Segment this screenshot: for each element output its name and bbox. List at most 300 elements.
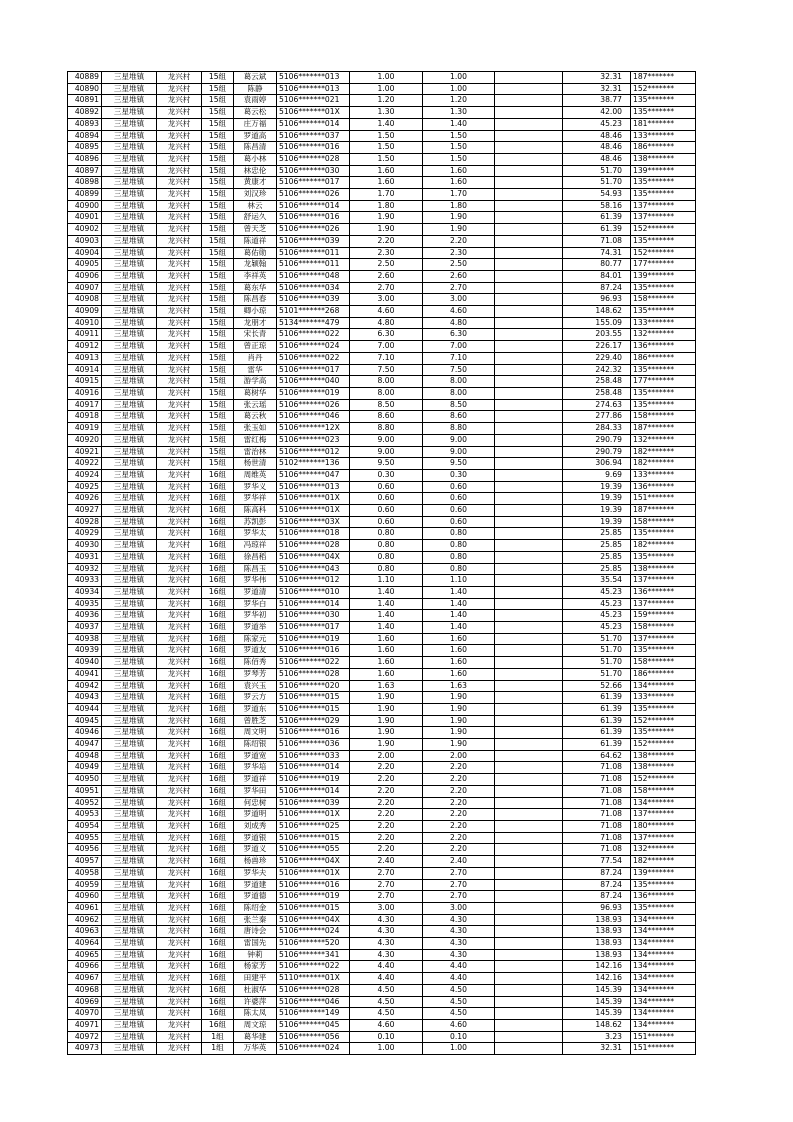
- area-cell: 1.00: [350, 83, 423, 95]
- table-row: [68, 961, 696, 973]
- village-cell: 龙兴村: [157, 949, 202, 961]
- group-cell: 15组: [202, 458, 234, 470]
- name-cell: 罗道明: [234, 809, 277, 821]
- group-cell: 16组: [202, 586, 234, 598]
- group-cell: 15组: [202, 235, 234, 247]
- village-cell: 龙兴村: [157, 306, 202, 318]
- area-confirmed-cell: 1.90: [423, 739, 495, 751]
- name-cell: 曾胜芝: [234, 715, 277, 727]
- name-cell: 陈静: [234, 83, 277, 95]
- amount-cell: 145.39: [563, 984, 631, 996]
- phone-cell: 135*******: [631, 282, 696, 294]
- record-number-cell: 40965: [68, 949, 102, 961]
- village-cell: 龙兴村: [157, 598, 202, 610]
- id-number-cell: 5106*******039: [277, 797, 350, 809]
- village-cell: 龙兴村: [157, 575, 202, 587]
- name-cell: 葛树华: [234, 387, 277, 399]
- area-cell: 0.60: [350, 505, 423, 517]
- blank-cell: [495, 949, 563, 961]
- area-confirmed-cell: 2.20: [423, 821, 495, 833]
- area-cell: 2.20: [350, 832, 423, 844]
- id-number-cell: 5106*******04X: [277, 914, 350, 926]
- area-confirmed-cell: 0.80: [423, 528, 495, 540]
- village-cell: 龙兴村: [157, 282, 202, 294]
- table-row: [68, 703, 696, 715]
- record-number-cell: 40939: [68, 645, 102, 657]
- area-confirmed-cell: 4.30: [423, 926, 495, 938]
- id-number-cell: 5106*******022: [277, 657, 350, 669]
- area-cell: 0.60: [350, 493, 423, 505]
- record-number-cell: 40929: [68, 528, 102, 540]
- group-cell: 16组: [202, 832, 234, 844]
- record-number-cell: 40912: [68, 341, 102, 353]
- town-cell: 三星堆镇: [102, 610, 157, 622]
- name-cell: 罗华义: [234, 481, 277, 493]
- table-row: [68, 774, 696, 786]
- name-cell: 曾天芝: [234, 224, 277, 236]
- phone-cell: 135*******: [631, 399, 696, 411]
- town-cell: 三星堆镇: [102, 481, 157, 493]
- id-number-cell: 5106*******028: [277, 984, 350, 996]
- village-cell: 龙兴村: [157, 668, 202, 680]
- blank-cell: [495, 785, 563, 797]
- name-cell: 杜淑华: [234, 984, 277, 996]
- amount-cell: 148.62: [563, 306, 631, 318]
- blank-cell: [495, 622, 563, 634]
- amount-cell: 45.23: [563, 118, 631, 130]
- id-number-cell: 5106*******015: [277, 692, 350, 704]
- amount-cell: 51.70: [563, 657, 631, 669]
- area-confirmed-cell: 2.20: [423, 809, 495, 821]
- id-number-cell: 5106*******020: [277, 680, 350, 692]
- phone-cell: 159*******: [631, 610, 696, 622]
- amount-cell: 3.23: [563, 1031, 631, 1043]
- area-confirmed-cell: 9.50: [423, 458, 495, 470]
- group-cell: 15组: [202, 200, 234, 212]
- id-number-cell: 5106*******022: [277, 961, 350, 973]
- amount-cell: 80.77: [563, 259, 631, 271]
- id-number-cell: 5106*******039: [277, 294, 350, 306]
- phone-cell: 134*******: [631, 961, 696, 973]
- table-row: [68, 856, 696, 868]
- record-number-cell: 40892: [68, 107, 102, 119]
- id-number-cell: 5106*******055: [277, 844, 350, 856]
- record-number-cell: 40913: [68, 352, 102, 364]
- id-number-cell: 5106*******011: [277, 259, 350, 271]
- id-number-cell: 5106*******016: [277, 727, 350, 739]
- area-cell: 1.60: [350, 645, 423, 657]
- id-number-cell: 5106*******019: [277, 774, 350, 786]
- blank-cell: [495, 879, 563, 891]
- town-cell: 三星堆镇: [102, 668, 157, 680]
- town-cell: 三星堆镇: [102, 341, 157, 353]
- phone-cell: 133*******: [631, 130, 696, 142]
- table-row: [68, 949, 696, 961]
- name-cell: 葛佑勋: [234, 247, 277, 259]
- village-cell: 龙兴村: [157, 434, 202, 446]
- amount-cell: 25.85: [563, 563, 631, 575]
- area-confirmed-cell: 7.50: [423, 364, 495, 376]
- phone-cell: 136*******: [631, 341, 696, 353]
- blank-cell: [495, 352, 563, 364]
- blank-cell: [495, 329, 563, 341]
- blank-cell: [495, 540, 563, 552]
- phone-cell: 134*******: [631, 996, 696, 1008]
- group-cell: 16组: [202, 563, 234, 575]
- table-row: [68, 680, 696, 692]
- table-row: [68, 317, 696, 329]
- area-confirmed-cell: 1.40: [423, 586, 495, 598]
- town-cell: 三星堆镇: [102, 657, 157, 669]
- town-cell: 三星堆镇: [102, 317, 157, 329]
- record-number-cell: 40971: [68, 1019, 102, 1031]
- amount-cell: 51.70: [563, 633, 631, 645]
- amount-cell: 42.00: [563, 107, 631, 119]
- record-number-cell: 40924: [68, 469, 102, 481]
- group-cell: 15组: [202, 72, 234, 84]
- area-confirmed-cell: 1.60: [423, 668, 495, 680]
- area-confirmed-cell: 4.40: [423, 973, 495, 985]
- town-cell: 三星堆镇: [102, 200, 157, 212]
- name-cell: 罗华祥: [234, 493, 277, 505]
- id-number-cell: 5106*******025: [277, 821, 350, 833]
- town-cell: 三星堆镇: [102, 680, 157, 692]
- group-cell: 15组: [202, 83, 234, 95]
- record-number-cell: 40948: [68, 750, 102, 762]
- amount-cell: 258.48: [563, 387, 631, 399]
- name-cell: 何忠树: [234, 797, 277, 809]
- area-confirmed-cell: 8.00: [423, 376, 495, 388]
- area-confirmed-cell: 4.30: [423, 914, 495, 926]
- record-number-cell: 40918: [68, 411, 102, 423]
- id-number-cell: 5110*******01X: [277, 973, 350, 985]
- name-cell: 钟莉: [234, 949, 277, 961]
- table-row: [68, 540, 696, 552]
- table-row: [68, 189, 696, 201]
- phone-cell: 135*******: [631, 551, 696, 563]
- amount-cell: 19.39: [563, 493, 631, 505]
- village-cell: 龙兴村: [157, 774, 202, 786]
- area-confirmed-cell: 1.40: [423, 622, 495, 634]
- town-cell: 三星堆镇: [102, 703, 157, 715]
- phone-cell: 137*******: [631, 809, 696, 821]
- phone-cell: 134*******: [631, 938, 696, 950]
- group-cell: 16组: [202, 914, 234, 926]
- table-row: [68, 973, 696, 985]
- town-cell: 三星堆镇: [102, 973, 157, 985]
- town-cell: 三星堆镇: [102, 1043, 157, 1055]
- area-confirmed-cell: 2.30: [423, 247, 495, 259]
- name-cell: 罗道德: [234, 891, 277, 903]
- village-cell: 龙兴村: [157, 727, 202, 739]
- id-number-cell: 5106*******01X: [277, 809, 350, 821]
- amount-cell: 277.86: [563, 411, 631, 423]
- blank-cell: [495, 200, 563, 212]
- blank-cell: [495, 376, 563, 388]
- record-number-cell: 40915: [68, 376, 102, 388]
- blank-cell: [495, 832, 563, 844]
- record-number-cell: 40949: [68, 762, 102, 774]
- id-number-cell: 5106*******019: [277, 387, 350, 399]
- record-number-cell: 40960: [68, 891, 102, 903]
- village-cell: 龙兴村: [157, 72, 202, 84]
- town-cell: 三星堆镇: [102, 914, 157, 926]
- amount-cell: 87.24: [563, 891, 631, 903]
- town-cell: 三星堆镇: [102, 902, 157, 914]
- area-confirmed-cell: 9.00: [423, 446, 495, 458]
- record-number-cell: 40946: [68, 727, 102, 739]
- village-cell: 龙兴村: [157, 1031, 202, 1043]
- area-confirmed-cell: 1.63: [423, 680, 495, 692]
- name-cell: 张兰秦: [234, 914, 277, 926]
- town-cell: 三星堆镇: [102, 633, 157, 645]
- blank-cell: [495, 516, 563, 528]
- id-number-cell: 5106*******046: [277, 411, 350, 423]
- area-confirmed-cell: 4.60: [423, 1019, 495, 1031]
- amount-cell: 226.17: [563, 341, 631, 353]
- group-cell: 15组: [202, 364, 234, 376]
- area-cell: 2.00: [350, 750, 423, 762]
- group-cell: 15组: [202, 352, 234, 364]
- area-confirmed-cell: 9.00: [423, 434, 495, 446]
- name-cell: 雷红梅: [234, 434, 277, 446]
- id-number-cell: 5106*******014: [277, 118, 350, 130]
- record-number-cell: 40940: [68, 657, 102, 669]
- village-cell: 龙兴村: [157, 551, 202, 563]
- amount-cell: 71.08: [563, 785, 631, 797]
- blank-cell: [495, 235, 563, 247]
- area-confirmed-cell: 3.00: [423, 902, 495, 914]
- area-confirmed-cell: 2.70: [423, 879, 495, 891]
- table-row: [68, 505, 696, 517]
- name-cell: 罗道宽: [234, 750, 277, 762]
- name-cell: 龙颖翰: [234, 259, 277, 271]
- area-confirmed-cell: 1.90: [423, 212, 495, 224]
- id-number-cell: 5106*******030: [277, 165, 350, 177]
- record-number-cell: 40962: [68, 914, 102, 926]
- amount-cell: 51.70: [563, 165, 631, 177]
- table-row: [68, 1019, 696, 1031]
- table-row: [68, 984, 696, 996]
- town-cell: 三星堆镇: [102, 399, 157, 411]
- area-cell: 1.50: [350, 142, 423, 154]
- group-cell: 15组: [202, 306, 234, 318]
- area-confirmed-cell: 1.50: [423, 153, 495, 165]
- table-row: [68, 224, 696, 236]
- table-row: [68, 633, 696, 645]
- record-number-cell: 40920: [68, 434, 102, 446]
- town-cell: 三星堆镇: [102, 1031, 157, 1043]
- village-cell: 龙兴村: [157, 645, 202, 657]
- name-cell: 唐诗会: [234, 926, 277, 938]
- phone-cell: 158*******: [631, 411, 696, 423]
- blank-cell: [495, 446, 563, 458]
- area-cell: 2.30: [350, 247, 423, 259]
- town-cell: 三星堆镇: [102, 563, 157, 575]
- table-row: [68, 551, 696, 563]
- village-cell: 龙兴村: [157, 540, 202, 552]
- area-cell: 1.50: [350, 130, 423, 142]
- amount-cell: 9.69: [563, 469, 631, 481]
- id-number-cell: 5106*******030: [277, 610, 350, 622]
- area-cell: 1.63: [350, 680, 423, 692]
- town-cell: 三星堆镇: [102, 270, 157, 282]
- phone-cell: 138*******: [631, 153, 696, 165]
- table-row: [68, 926, 696, 938]
- record-number-cell: 40922: [68, 458, 102, 470]
- town-cell: 三星堆镇: [102, 83, 157, 95]
- blank-cell: [495, 610, 563, 622]
- village-cell: 龙兴村: [157, 703, 202, 715]
- blank-cell: [495, 762, 563, 774]
- town-cell: 三星堆镇: [102, 938, 157, 950]
- blank-cell: [495, 727, 563, 739]
- group-cell: 15组: [202, 387, 234, 399]
- id-number-cell: 5106*******056: [277, 1031, 350, 1043]
- amount-cell: 87.24: [563, 879, 631, 891]
- town-cell: 三星堆镇: [102, 551, 157, 563]
- blank-cell: [495, 996, 563, 1008]
- table-row: [68, 399, 696, 411]
- blank-cell: [495, 926, 563, 938]
- area-cell: 1.90: [350, 727, 423, 739]
- name-cell: 陈昌清: [234, 142, 277, 154]
- village-cell: 龙兴村: [157, 809, 202, 821]
- blank-cell: [495, 434, 563, 446]
- record-number-cell: 40943: [68, 692, 102, 704]
- area-cell: 1.10: [350, 575, 423, 587]
- name-cell: 葛云斌: [234, 72, 277, 84]
- id-number-cell: 5106*******017: [277, 364, 350, 376]
- amount-cell: 32.31: [563, 83, 631, 95]
- record-number-cell: 40914: [68, 364, 102, 376]
- area-confirmed-cell: 2.20: [423, 762, 495, 774]
- group-cell: 16组: [202, 540, 234, 552]
- phone-cell: 134*******: [631, 949, 696, 961]
- blank-cell: [495, 270, 563, 282]
- name-cell: 万华英: [234, 1043, 277, 1055]
- area-confirmed-cell: 2.20: [423, 774, 495, 786]
- town-cell: 三星堆镇: [102, 586, 157, 598]
- phone-cell: 158*******: [631, 294, 696, 306]
- amount-cell: 61.39: [563, 715, 631, 727]
- village-cell: 龙兴村: [157, 118, 202, 130]
- name-cell: 葛云松: [234, 107, 277, 119]
- group-cell: 16组: [202, 575, 234, 587]
- record-number-cell: 40911: [68, 329, 102, 341]
- group-cell: 16组: [202, 551, 234, 563]
- village-cell: 龙兴村: [157, 469, 202, 481]
- village-cell: 龙兴村: [157, 750, 202, 762]
- amount-cell: 306.94: [563, 458, 631, 470]
- area-cell: 4.40: [350, 973, 423, 985]
- amount-cell: 51.70: [563, 668, 631, 680]
- record-number-cell: 40894: [68, 130, 102, 142]
- table-row: [68, 844, 696, 856]
- town-cell: 三星堆镇: [102, 107, 157, 119]
- id-number-cell: 5106*******028: [277, 668, 350, 680]
- name-cell: 罗道高: [234, 130, 277, 142]
- id-number-cell: 5106*******01X: [277, 867, 350, 879]
- record-number-cell: 40937: [68, 622, 102, 634]
- name-cell: 周文明: [234, 727, 277, 739]
- village-cell: 龙兴村: [157, 844, 202, 856]
- name-cell: 陈绍银: [234, 739, 277, 751]
- group-cell: 16组: [202, 727, 234, 739]
- amount-cell: 145.39: [563, 1008, 631, 1020]
- area-cell: 0.10: [350, 1031, 423, 1043]
- phone-cell: 135*******: [631, 177, 696, 189]
- phone-cell: 135*******: [631, 95, 696, 107]
- id-number-cell: 5102*******136: [277, 458, 350, 470]
- record-number-cell: 40947: [68, 739, 102, 751]
- phone-cell: 132*******: [631, 329, 696, 341]
- group-cell: 16组: [202, 493, 234, 505]
- table-row: [68, 598, 696, 610]
- area-cell: 2.40: [350, 856, 423, 868]
- blank-cell: [495, 774, 563, 786]
- group-cell: 16组: [202, 774, 234, 786]
- town-cell: 三星堆镇: [102, 306, 157, 318]
- name-cell: 葛云秋: [234, 411, 277, 423]
- area-cell: 1.90: [350, 739, 423, 751]
- name-cell: 罗道友: [234, 645, 277, 657]
- phone-cell: 151*******: [631, 493, 696, 505]
- area-cell: 2.70: [350, 282, 423, 294]
- table-row: [68, 282, 696, 294]
- village-cell: 龙兴村: [157, 516, 202, 528]
- phone-cell: 134*******: [631, 914, 696, 926]
- village-cell: 龙兴村: [157, 879, 202, 891]
- blank-cell: [495, 493, 563, 505]
- phone-cell: 138*******: [631, 563, 696, 575]
- blank-cell: [495, 212, 563, 224]
- record-number-cell: 40959: [68, 879, 102, 891]
- id-number-cell: 5106*******015: [277, 902, 350, 914]
- name-cell: 罗道祥: [234, 774, 277, 786]
- phone-cell: 134*******: [631, 797, 696, 809]
- area-cell: 1.60: [350, 633, 423, 645]
- phone-cell: 152*******: [631, 247, 696, 259]
- blank-cell: [495, 902, 563, 914]
- phone-cell: 135*******: [631, 235, 696, 247]
- table-row: [68, 692, 696, 704]
- phone-cell: 186*******: [631, 668, 696, 680]
- area-cell: 1.00: [350, 1043, 423, 1055]
- blank-cell: [495, 821, 563, 833]
- phone-cell: 136*******: [631, 586, 696, 598]
- area-confirmed-cell: 2.20: [423, 844, 495, 856]
- area-cell: 9.00: [350, 434, 423, 446]
- record-number-cell: 40925: [68, 481, 102, 493]
- town-cell: 三星堆镇: [102, 493, 157, 505]
- amount-cell: 38.77: [563, 95, 631, 107]
- phone-cell: 136*******: [631, 891, 696, 903]
- table-row: [68, 200, 696, 212]
- phone-cell: 180*******: [631, 821, 696, 833]
- blank-cell: [495, 645, 563, 657]
- group-cell: 16组: [202, 469, 234, 481]
- amount-cell: 54.93: [563, 189, 631, 201]
- blank-cell: [495, 505, 563, 517]
- id-number-cell: 5106*******048: [277, 270, 350, 282]
- group-cell: 16组: [202, 645, 234, 657]
- area-cell: 8.80: [350, 423, 423, 435]
- record-number-cell: 40933: [68, 575, 102, 587]
- area-cell: 4.40: [350, 961, 423, 973]
- table-row: [68, 329, 696, 341]
- area-confirmed-cell: 1.40: [423, 610, 495, 622]
